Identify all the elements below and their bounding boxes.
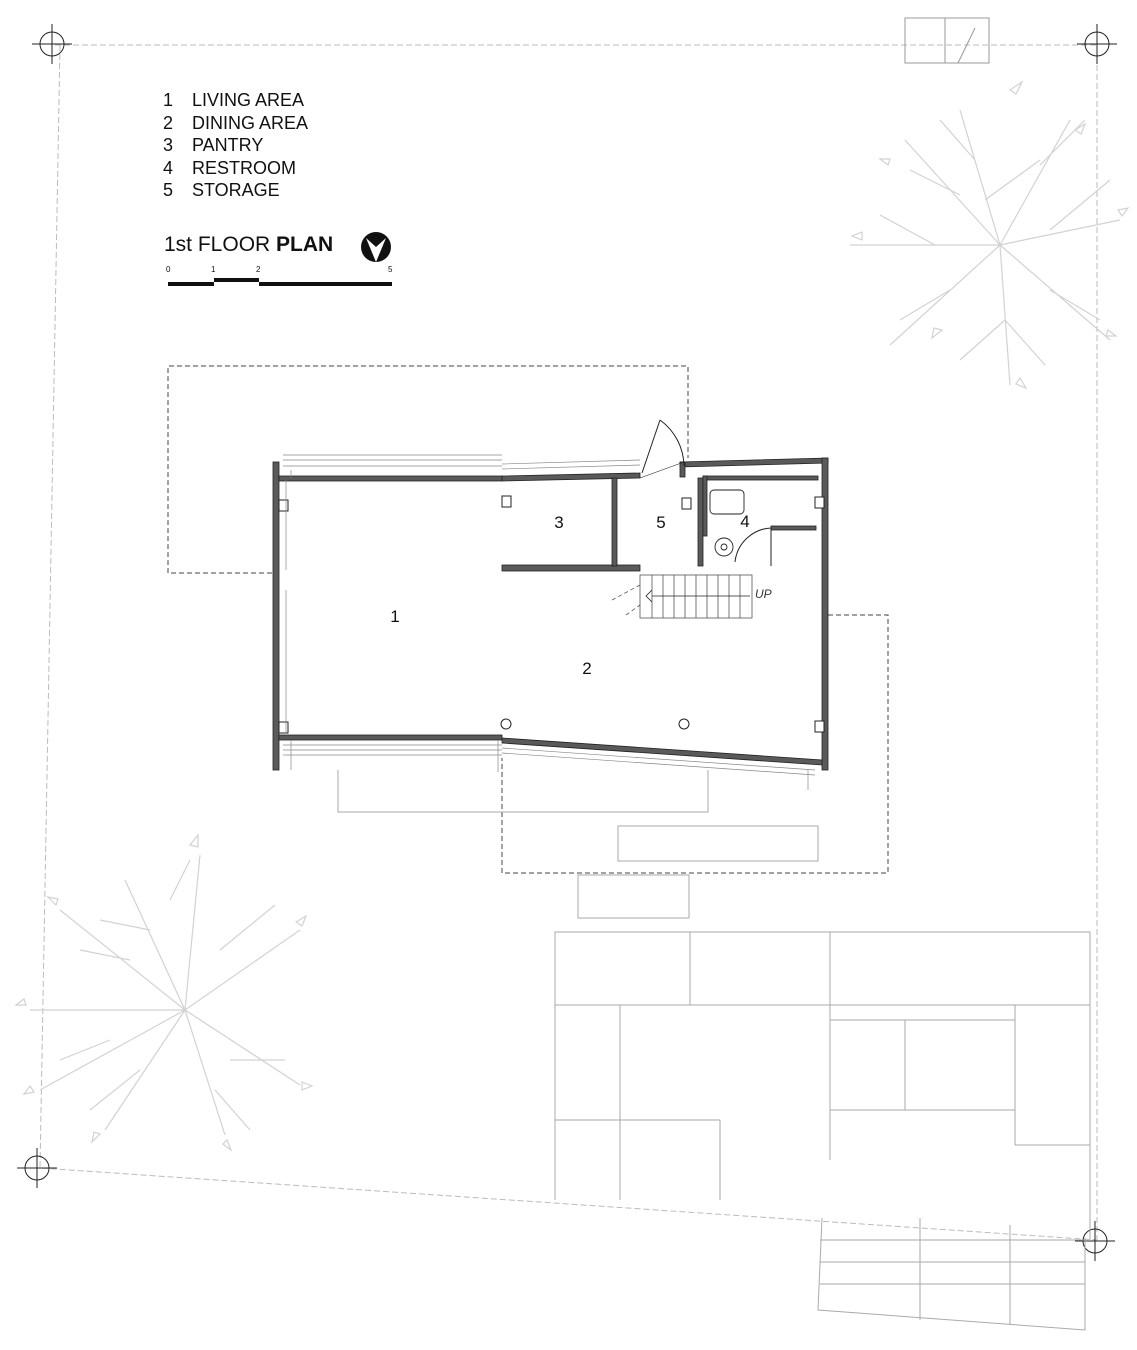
plan-title xyxy=(164,233,333,257)
legend-number: 5 xyxy=(163,180,174,200)
building-walls xyxy=(273,458,828,770)
scale-bar xyxy=(168,278,392,286)
legend-row xyxy=(163,179,308,202)
site-gate xyxy=(905,18,989,63)
legend-label: DINING AREA xyxy=(192,112,309,133)
restroom-fixtures xyxy=(710,490,744,556)
scale-label: 2 xyxy=(256,265,261,274)
legend-label: PANTRY xyxy=(192,135,264,155)
entry-door xyxy=(640,420,684,478)
restroom-door xyxy=(735,528,771,566)
legend-row xyxy=(163,112,308,135)
room-number-pantry: 3 xyxy=(554,513,564,532)
scale-label: 1 xyxy=(211,265,216,274)
north-arrow-icon xyxy=(361,232,391,262)
legend-number: 4 xyxy=(163,157,174,178)
legend-label: STORAGE xyxy=(192,180,280,200)
room-number-dining: 2 xyxy=(582,659,592,678)
scale-label: 0 xyxy=(166,265,171,274)
legend-row xyxy=(163,89,308,112)
room-number-storage: 5 xyxy=(656,513,666,532)
legend-row xyxy=(163,157,308,180)
site-boundary xyxy=(40,45,1097,1240)
stair-up-label: UP xyxy=(755,587,772,601)
legend-number: 1 xyxy=(163,90,174,110)
crosshair-marker-icon xyxy=(17,24,1117,1261)
tree-icon xyxy=(16,835,312,1150)
scale-label: 5 xyxy=(388,265,393,274)
plan-title-bold: PLAN xyxy=(276,233,334,256)
room-number-restroom: 4 xyxy=(740,512,750,531)
legend-label: LIVING AREA xyxy=(192,90,305,110)
legend-number: 3 xyxy=(163,135,174,155)
room-legend xyxy=(163,89,308,202)
legend-row xyxy=(163,134,308,157)
legend-number: 2 xyxy=(163,112,174,133)
tree-icon xyxy=(850,82,1128,388)
legend-label: RESTROOM xyxy=(192,157,297,178)
stair xyxy=(612,575,752,618)
room-number-living: 1 xyxy=(390,607,400,626)
site-linework xyxy=(338,770,1090,1330)
plan-title-light: 1st FLOOR xyxy=(164,233,271,256)
